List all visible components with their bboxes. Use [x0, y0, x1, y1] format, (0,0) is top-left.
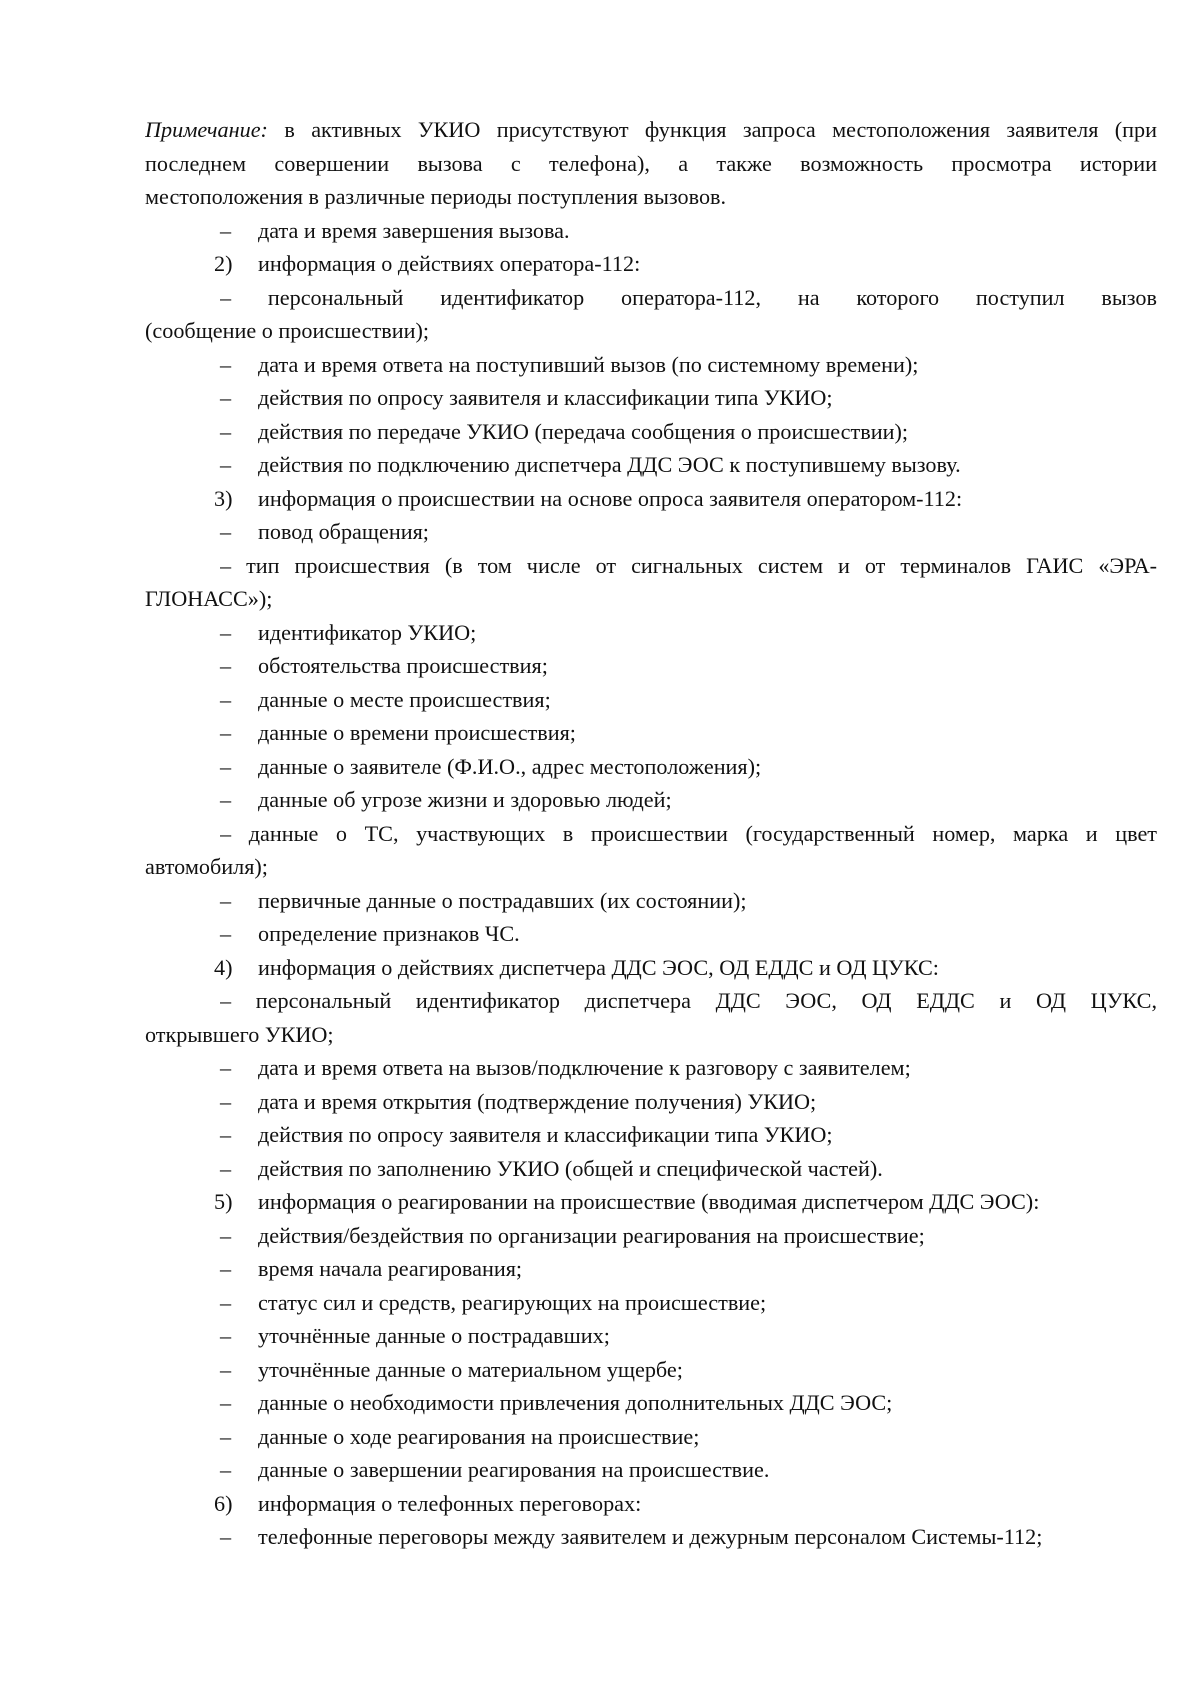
item-text: действия по опросу заявителя и классификации типа УКИО;: [258, 385, 833, 410]
dash-marker: –: [220, 1088, 232, 1114]
item-continuation: автомобиля);: [145, 854, 268, 879]
item-text: дата и время завершения вызова.: [258, 217, 570, 243]
item-text: данные об угрозе жизни и здоровью людей;: [258, 787, 672, 812]
dash-marker: –: [220, 787, 232, 812]
item-text: данные о необходимости привлечения дополнительных ДДС ЭОС;: [258, 1390, 893, 1415]
dash-marker: –: [220, 1390, 232, 1415]
list-item: [145, 1319, 1157, 1353]
dash-marker: –: [220, 988, 232, 1013]
list-item: [145, 381, 1157, 415]
list-item: [145, 783, 1157, 817]
list-item: [145, 549, 1157, 583]
list-item: [145, 884, 1157, 918]
item-text: действия по передаче УКИО (передача сообщения о происшествии);: [258, 418, 908, 444]
dash-marker: –: [220, 284, 232, 310]
item-first-line: [220, 817, 1157, 851]
list-item: [145, 984, 1157, 1018]
list-item: [145, 649, 1157, 683]
dash-marker: –: [220, 418, 232, 444]
list-item: [145, 1085, 1157, 1119]
dash-marker: –: [220, 351, 232, 377]
list-item: [145, 448, 1157, 482]
note-line-3: местоположения в различные периоды поступления вызовов.: [145, 184, 727, 209]
item-text: первичные данные о пострадавших (их состоянии);: [258, 887, 747, 913]
item-number: 5): [214, 1189, 233, 1214]
list-item: [145, 683, 1157, 717]
item-continuation: открывшего УКИО;: [145, 1021, 334, 1047]
list-item: [145, 750, 1157, 784]
item-text: действия по заполнению УКИО (общей и специфической частей).: [258, 1155, 883, 1181]
item-continuation: (сообщение о происшествии);: [145, 318, 430, 343]
dash-marker: –: [220, 1222, 232, 1248]
item-text: время начала реагирования;: [258, 1256, 523, 1281]
list-item: [145, 1353, 1157, 1387]
item-first-line: [220, 549, 1157, 583]
list-item: [145, 1219, 1157, 1253]
list-item: [145, 817, 1157, 851]
dash-marker: –: [220, 686, 232, 712]
dash-marker: –: [220, 820, 232, 846]
item-text: действия/бездействия по организации реагирования на происшествие;: [258, 1222, 925, 1248]
note-label: Примечание:: [145, 117, 268, 142]
item-text: уточнённые данные о пострадавших;: [258, 1323, 610, 1348]
dash-marker: –: [220, 552, 232, 578]
dash-marker: –: [220, 385, 232, 410]
list-item: [145, 917, 1157, 951]
list-item: [145, 1386, 1157, 1420]
item-text: персональный идентификатор оператора-112, на которого поступил вызов: [267, 284, 1157, 310]
dash-marker: –: [220, 519, 232, 544]
item-text: информация о телефонных переговорах:: [258, 1490, 642, 1516]
item-text: данные о времени происшествия;: [258, 720, 576, 745]
dash-marker: –: [220, 921, 232, 946]
item-text: обстоятельства происшествия;: [258, 653, 548, 678]
item-text: дата и время ответа на вызов/подключение к разговору с заявителем;: [258, 1055, 911, 1080]
list-item: [145, 281, 1157, 315]
dash-marker: –: [220, 1289, 232, 1315]
item-number: 3): [214, 485, 233, 511]
item-text: информация о реагировании на происшествие (вводимая диспетчером ДДС ЭОС):: [258, 1189, 1040, 1214]
dash-marker: –: [220, 653, 232, 678]
list-item: [145, 1051, 1157, 1085]
item-text: определение признаков ЧС.: [258, 921, 520, 946]
item-continuation: ГЛОНАСС»);: [145, 586, 273, 611]
list-item: [145, 716, 1157, 750]
item-text: телефонные переговоры между заявителем и дежурным персоналом Системы-112;: [258, 1524, 1043, 1549]
dash-marker: –: [220, 217, 232, 243]
item-text: данные о ТС, участвующих в происшествии (государственный номер, марка и цвет: [248, 820, 1157, 846]
item-text: действия по опросу заявителя и классификации типа УКИО;: [258, 1122, 833, 1147]
numbered-item: [145, 247, 1157, 281]
list-item: [145, 1252, 1157, 1286]
document-page: [145, 113, 1157, 1554]
dash-marker: –: [220, 452, 232, 477]
item-text: тип происшествия (в том числе от сигнальных систем и от терминалов ГАИС «ЭРА-: [246, 552, 1157, 578]
numbered-item: [145, 1487, 1157, 1521]
item-number: 4): [214, 954, 233, 980]
item-first-line: [220, 984, 1157, 1018]
list-item: [145, 1420, 1157, 1454]
item-text: действия по подключению диспетчера ДДС ЭОС к поступившему вызову.: [258, 452, 961, 477]
dash-marker: –: [220, 720, 232, 745]
item-text: уточнённые данные о материальном ущербе;: [258, 1356, 683, 1382]
item-text: информация о действиях диспетчера ДДС ЭОС, ОД ЕДДС и ОД ЦУКС:: [258, 954, 939, 980]
item-text: данные о завершении реагирования на происшествие.: [258, 1457, 770, 1482]
item-text: данные о месте происшествия;: [258, 686, 551, 712]
item-text: информация о действиях оператора-112:: [258, 251, 641, 276]
dash-marker: –: [220, 1323, 232, 1348]
note-text: в активных УКИО присутствуют функция запроса местоположения заявителя (при: [284, 117, 1157, 142]
numbered-item: [145, 1185, 1157, 1219]
item-text: повод обращения;: [258, 519, 429, 544]
dash-marker: –: [220, 1155, 232, 1181]
list-item: [145, 1152, 1157, 1186]
dash-marker: –: [220, 1356, 232, 1382]
item-text: дата и время ответа на поступивший вызов (по системному времени);: [258, 351, 919, 377]
item-text: данные о ходе реагирования на происшествие;: [258, 1423, 700, 1449]
dash-marker: –: [220, 1122, 232, 1147]
note-line-2: последнем совершении вызова с телефона), а также возможность просмотра истории: [145, 150, 1157, 176]
dash-marker: –: [220, 1457, 232, 1482]
document-list: [145, 214, 1157, 1554]
list-item: [145, 1520, 1157, 1554]
item-number: 2): [214, 251, 233, 276]
item-text: персональный идентификатор диспетчера ДДС ЭОС, ОД ЕДДС и ОД ЦУКС,: [255, 988, 1157, 1013]
dash-marker: –: [220, 1256, 232, 1281]
list-item: [145, 214, 1157, 248]
list-item: [145, 1286, 1157, 1320]
list-item: [145, 1453, 1157, 1487]
item-first-line: [220, 281, 1157, 315]
numbered-item: [145, 482, 1157, 516]
numbered-item: [145, 951, 1157, 985]
list-item: [145, 515, 1157, 549]
item-text: данные о заявителе (Ф.И.О., адрес местоположения);: [258, 753, 762, 779]
list-item: [145, 348, 1157, 382]
list-item: [145, 415, 1157, 449]
item-text: идентификатор УКИО;: [258, 619, 477, 645]
dash-marker: –: [220, 1524, 232, 1549]
item-text: информация о происшествии на основе опроса заявителя оператором-112:: [258, 485, 963, 511]
item-text: статус сил и средств, реагирующих на происшествие;: [258, 1289, 767, 1315]
dash-marker: –: [220, 753, 232, 779]
note-line-1: [145, 113, 1157, 147]
item-text: дата и время открытия (подтверждение получения) УКИО;: [258, 1088, 817, 1114]
list-item: [145, 616, 1157, 650]
item-number: 6): [214, 1490, 233, 1516]
dash-marker: –: [220, 619, 232, 645]
dash-marker: –: [220, 1055, 232, 1080]
dash-marker: –: [220, 1423, 232, 1449]
list-item: [145, 1118, 1157, 1152]
dash-marker: –: [220, 887, 232, 913]
